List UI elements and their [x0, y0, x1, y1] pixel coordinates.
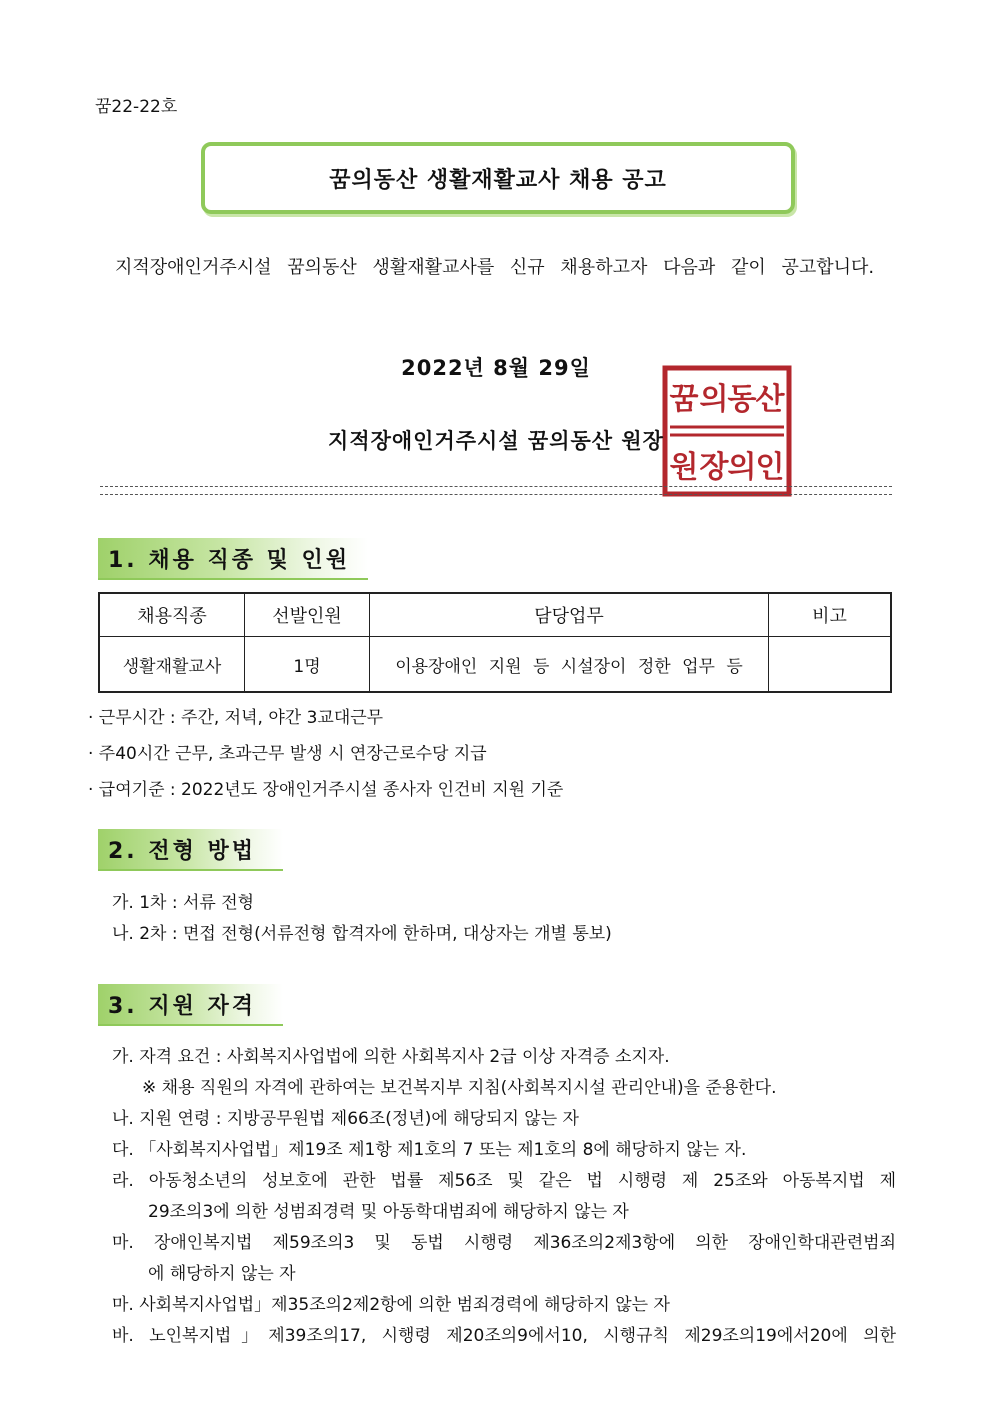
condition-list: [88, 705, 563, 813]
table-header: 담당업무: [370, 593, 769, 637]
seal-char: 장: [699, 450, 729, 485]
list-item-note: ※ 채용 직원의 자격에 관하여는 보건복지부 지침(사회복지시설 관리안내)을 준용한다.: [142, 1078, 777, 1098]
seal-char: 산: [755, 382, 785, 417]
table-cell: 생활재활교사: [99, 637, 245, 693]
table-cell: 1명: [245, 637, 370, 693]
notice-date: 2022년 8월 29일: [401, 356, 591, 380]
table-row: [99, 637, 891, 693]
list-item: 가. 1차 : 서류 전형: [112, 893, 255, 913]
intro-paragraph: 지적장애인거주시설 꿈의동산 생활재활교사를 신규 채용하고자 다음과 같이 공고합니다.: [115, 257, 875, 278]
seal-char: 의: [699, 382, 729, 417]
organization-name: 지적장애인거주시설 꿈의동산 원장: [328, 429, 664, 453]
section-heading: 2. 전형 방법: [98, 829, 283, 871]
recruitment-table: [98, 592, 892, 693]
list-item: 가. 자격 요건 : 사회복지사업법에 의한 사회복지사 2급 이상 자격증 소지자.: [112, 1047, 670, 1067]
divider: [100, 494, 892, 495]
seal-char: 꿈: [669, 382, 699, 417]
list-item: 나. 2차 : 면접 전형(서류전형 합격자에 한하며, 대상자는 개별 통보): [112, 924, 612, 944]
seal-char: 의: [727, 450, 757, 485]
seal-char: 인: [755, 450, 785, 485]
notice-title-box: [201, 142, 795, 214]
list-item: 바. 노인복지법」제39조의17, 시행령 제20조의9에서10, 시행규칙 제29조의19에서20에 의한: [112, 1326, 896, 1346]
table-header: 채용직종: [99, 593, 245, 637]
table-cell: 이용장애인 지원 등 시설장이 정한 업무 등: [370, 637, 769, 693]
list-item: 나. 지원 연령 : 지방공무원법 제66조(정년)에 해당되지 않는 자: [112, 1109, 579, 1129]
list-item: · 근무시간 : 주간, 저녁, 야간 3교대근무: [88, 708, 384, 728]
list-item-continued: 29조의3에 의한 성범죄경력 및 아동학대범죄에 해당하지 않는 자: [148, 1202, 629, 1222]
table-cell: [769, 637, 892, 693]
list-item: · 주40시간 근무, 초과근무 발생 시 연장근로수당 지급: [88, 744, 487, 764]
section-heading: 1. 채용 직종 및 인원: [98, 538, 368, 580]
list-item: · 급여기준 : 2022년도 장애인거주시설 종사자 인건비 지원 기준: [88, 780, 564, 800]
list-item: 마. 사회복지사업법」제35조의2제2항에 의한 범죄경력에 해당하지 않는 자: [112, 1295, 670, 1315]
list-item-continued: 에 해당하지 않는 자: [148, 1264, 296, 1284]
document-number: 꿈22-22호: [95, 97, 178, 117]
section-heading: 3. 지원 자격: [98, 984, 283, 1026]
table-header: 비고: [769, 593, 892, 637]
table-header-row: [99, 593, 891, 637]
table-header: 선발인원: [245, 593, 370, 637]
list-item: 마. 장애인복지법 제59조의3 및 동법 시행령 제36조의2제3항에 의한 장애인학대관련범죄: [112, 1233, 896, 1253]
divider: [100, 486, 892, 487]
list-item: 라. 아동청소년의 성보호에 관한 법률 제56조 및 같은 법 시행령 제 25조와 아동복지법 제: [112, 1171, 896, 1191]
notice-title: 꿈의동산 생활재활교사 채용 공고: [329, 167, 667, 193]
seal-char: 동: [727, 382, 757, 417]
seal-char: 원: [669, 450, 699, 485]
list-item: 다. 「사회복지사업법」제19조 제1항 제1호의 7 또는 제1호의 8에 해당하지 않는 자.: [112, 1140, 747, 1160]
